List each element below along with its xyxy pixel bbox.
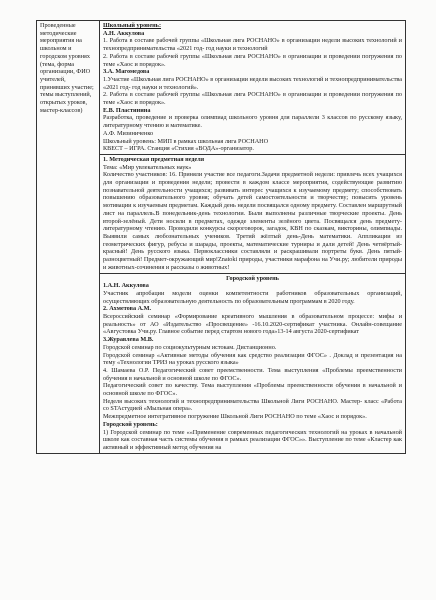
school-level-cell xyxy=(100,21,406,155)
paragraph: 4. Шамаева О.Р. Педагогический совет преемственности. Тема выступления «Проблемы преемственности обучения в начальной и основной школе по ФГОС». xyxy=(103,366,402,382)
paragraph: Всероссийский семинар «Формирование креативного мышления в образовательном процессе: мифы и реальность» от АО «Издательство «Просвещение» -16.10.2020-сертификат участника. Онлайн-совещание «Августовка Учи.ру. Главное событие перед стартом нового года»13-14 августа 2020-сертификат xyxy=(103,313,402,336)
paragraph: 1) Городской семинар по теме ««Применение современных педагогических технологий на уроках в начальной школе как составная часть системы обучения в рамках реализации ФГОС»». Выступление по теме «Кластер как активный и эффективный метод обучения на xyxy=(103,428,402,451)
paragraph: Школьный уровень: МИП в рамках школьная лига РОСНАНО xyxy=(103,137,269,145)
paragraph: Неделя высоких технологий и технопредпринимательства Школьной Лиги РОСНАНО. Мастер- класс «Работа со STAстудией «Мыльная опера». xyxy=(103,397,402,413)
paragraph: Городской семинар по социокультурным истокам. Дистанционно. xyxy=(103,343,277,351)
report-table xyxy=(36,20,406,454)
paragraph: 2. Работа в составе рабочей группы «Школьная лига РОСНАНО» в организации и проведении погружения по теме «Хаос и порядок». xyxy=(103,52,402,68)
subject-week-body: Количество участников: 16. Приняли участие все педагоги.Задачи предметной недели: привлечь всех учащихся для организации и проведения недели; провести в каждом классе мероприятия, содействующие развитию познавательной деятельности учащихся; развивать интерес учащихся к изучаемому предмету; способствовать повышению образовательного уровня; обучать детей самостоятельности и творчеству; повысить уровень мотивации к изучаемым предметам. Каждый день недели посвящался одному предмету. Составлен маршрутный лист на параллель.В понедельник-день технологии. Были выполнены различные творческие проекты. День второй-зелёный. Дети носили в предметах, одежде элементы зелёного цвета. Посвящался день предмету- литературному чтению. Проводили конкурсы скороговорок, загадок, КВН по сказкам, викторины, олимпиады. Выявили самых любознательных учеников. Третий жёлтый день-День математики. Аппликации из геометрических фигур, ребусы и шарады, проекты, математические турниры и дали детей! День четвёртый-красный! День русского языка. Первоклассники составляли и раскрашивали портреты букв. День пятый-разноцветный! Предмет-окружающий мир!Znatoki природы, участники марафона на Учи.ру; любители природы и животных-сочинения и рассказы о животных! xyxy=(103,171,402,271)
paragraph: 1. Работа в составе рабочей группы «Школьная лига РОСНАНО» в организации недели высоких технологий и технопредпринимательства «2021 год- год науки и технологий xyxy=(103,37,402,53)
school-level-heading: Школьный уровень: xyxy=(103,22,162,29)
teacher-name: Е.В. Пластинина xyxy=(103,106,151,114)
teacher-name: 3.Журавлева М.В. xyxy=(103,336,154,344)
left-column-cell xyxy=(37,21,100,454)
paragraph: Межпредметное интегративное погружение Школьной Лиги РОСНАНО по теме «Хаос и порядок». xyxy=(103,413,367,421)
table-row xyxy=(37,21,406,155)
paragraph: КВЕСТ – ИГРА. Станция «Стихия «ВОДА»-организатор. xyxy=(103,145,254,153)
teacher-name: А.Ф. Мизиниченко xyxy=(103,129,154,137)
teacher-name: 2. Ахметова А.М. xyxy=(103,305,151,313)
subject-week-theme: Тема: «Мир увлекательных наук» xyxy=(103,163,192,171)
subject-week-cell xyxy=(100,154,406,273)
teacher-name: З.А. Магомедова xyxy=(103,68,150,76)
left-column-text: Проведенные методические мероприятия на школьном и городском уровнях (тема, форма организации, ФИО учителей, принявших участие; темы выступлений, открытых уроков, мастер-классов) xyxy=(40,22,94,114)
paragraph: Разработка, проведение и проверка олимпиад школьного уровня для параллели 3 классов по русскому языку, литературному чтению и математике. xyxy=(103,114,402,130)
paragraph: Участник апробации модели оценки компетентности работников образовательных организаций, осуществляющих образовательную деятельность по образовательным программам в 2020 году. xyxy=(103,289,402,305)
city-level-cell xyxy=(100,273,406,453)
paragraph: Городской семинар «Активные методы обучения как средство реализации ФГОС» . Доклад и презентация на тему «Технологии ТРИЗ на уроках русского языка» xyxy=(103,351,402,367)
teacher-name: 1.А.Н. Аккулова xyxy=(103,282,149,290)
teacher-name: А.Н. Аккулова xyxy=(103,29,145,37)
subject-week-heading: 1. Методическая предметная неделя xyxy=(103,155,205,163)
paragraph: 1.Участие «Школьная лига РОСНАНО» в организации недели высоких технологий и технопредпринимательства «2021 год- год науки и технологий». xyxy=(103,75,403,91)
city-level-heading: Городской уровень xyxy=(226,274,279,282)
city-level-subheading: Городской уровень: xyxy=(103,420,158,428)
paragraph: Педагогический совет по качеству. Тема выступления «Проблемы преемственности обучения в начальной и основной школе по ФГОС». xyxy=(103,382,402,398)
paragraph: 2. Работа в составе рабочей группы «Школьная лига РОСНАНО» в организации и проведении погружения по теме «Хаос и порядок». xyxy=(103,91,402,107)
